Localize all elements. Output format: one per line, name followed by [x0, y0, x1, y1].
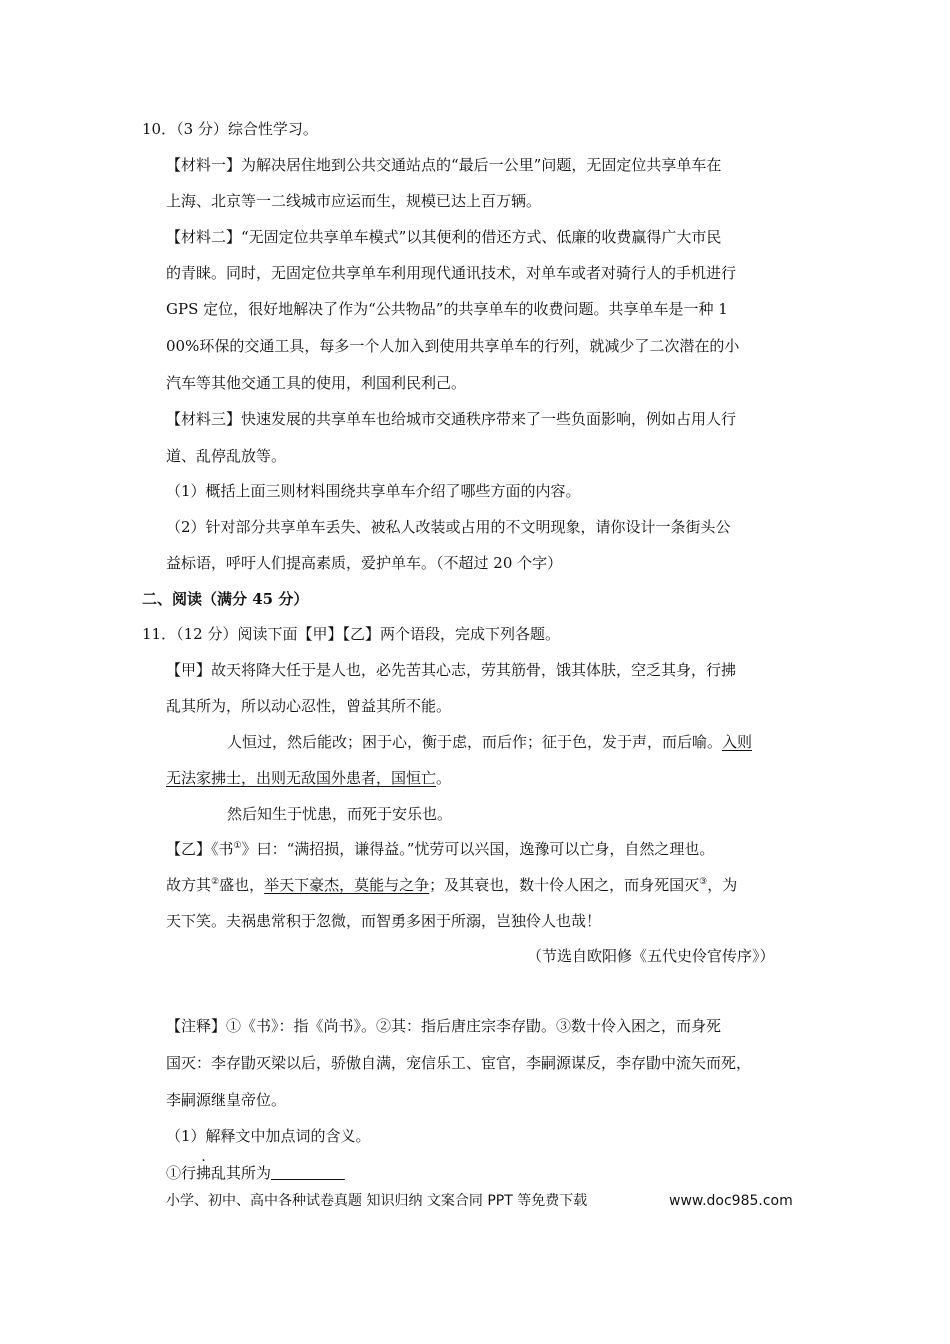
q11-item-1-prefix: ①行: [166, 1164, 197, 1182]
q10-material-1-line-1: 【材料一】为解决居住地到公共交通站点的“最后一公里”问题，无固定位共享单车在: [166, 156, 722, 174]
q11-item-1-suffix: 乱其所为: [211, 1164, 272, 1182]
q11-yi-line-2: [166, 875, 737, 895]
q11-yi-line-1-a: 【乙】《书: [166, 840, 234, 858]
q11-yi-line-2-a: 故方其: [166, 876, 212, 894]
q11-yi-line-3: 天下笑。夫祸患常积于忽微，而智勇多困于所溺，岂独伶人也哉！: [166, 912, 602, 930]
q11-jia-para-2-line-2: [166, 768, 451, 788]
q10-material-2-line-3: GPS 定位，很好地解决了作为“公共物品”的共享单车的收费问题。共享单车是一种 1: [166, 300, 728, 318]
footnote-marker-1: ①: [233, 841, 242, 851]
q11-note-line-1: 【注释】①《书》：指《尚书》。②其：指后唐庄宗李存勖。③数十伶入困之，而身死: [166, 1017, 722, 1035]
q10-subquestion-1: （1）概括上面三则材料围绕共享单车介绍了哪些方面的内容。: [166, 482, 581, 500]
q11-yi-line-2-d: ，为: [707, 876, 738, 894]
section-2-title: 二、阅读（满分 45 分）: [142, 590, 309, 608]
dotted-word: 拂: [196, 1164, 212, 1182]
q11-jia-para-2-line-1: [227, 732, 752, 752]
q11-jia-line-2: 乱其所为，所以动心忍性，曾益其所不能。: [166, 697, 452, 715]
q11-source: （节选自欧阳修《五代史伶官传序》）: [527, 947, 775, 965]
q10-material-1-line-2: 上海、北京等一二线城市应运而生，规模已达上百万辆。: [166, 192, 542, 210]
answer-blank[interactable]: [271, 1165, 345, 1180]
q10-material-2-line-4: 00%环保的交通工具，每多一个人加入到使用共享单车的行列，就减少了二次潜在的小: [166, 337, 740, 355]
q11-jia-para-2-end: 。: [436, 769, 452, 787]
q11-yi-line-2-b: 盛也，: [219, 876, 265, 894]
q10-material-2-line-2: 的青睐。同时，无固定位共享单车利用现代通讯技术，对单车或者对骑行人的手机进行: [166, 264, 737, 282]
q10-heading: 10．（3 分）综合性学习。: [142, 120, 318, 138]
q10-material-3-line-2: 道、乱停乱放等。: [166, 447, 287, 465]
q11-yi-line-2-c: ；及其衰也，数十伶人困之，而身死国灭: [429, 876, 700, 894]
q11-note-line-2: 国灭：李存勖灭梁以后，骄傲自满，宠信乐工、宦官，李嗣源谋反，李存勖中流矢而死，: [166, 1054, 752, 1072]
q11-heading: 11．（12 分）阅读下面【甲】【乙】两个语段，完成下列各题。: [142, 625, 560, 643]
footnote-marker-2: ②: [211, 877, 220, 887]
q11-underlined-sentence-part-1: 入则: [722, 733, 753, 751]
q10-material-2-line-5: 汽车等其他交通工具的使用，利国利民利己。: [166, 374, 467, 392]
footer-website-link[interactable]: www.doc985.com: [669, 1193, 793, 1209]
q11-underlined-sentence-part-2: 无法家拂士，出则无敌国外患者，国恒亡: [166, 769, 437, 787]
q10-material-2-line-1: 【材料二】“无固定位共享单车模式”以其便利的借还方式、低廉的收费赢得广大市民: [166, 228, 722, 246]
footer: [166, 1191, 793, 1211]
q11-jia-line-1: 【甲】故天将降大任于是人也，必先苦其心志，劳其筋骨，饿其体肤，空乏其身，行拂: [166, 661, 737, 679]
q11-item-1: [166, 1163, 345, 1183]
footnote-marker-3: ③: [699, 877, 708, 887]
q11-subquestion-1: （1）解释文中加点词的含义。: [166, 1127, 371, 1145]
q11-yi-underlined-sentence: 举天下豪杰，莫能与之争: [264, 876, 430, 894]
q11-yi-line-1: [166, 839, 714, 859]
q10-subquestion-2-line-2: 益标语，呼吁人们提高素质，爱护单车。（不超过 20 个字）: [166, 554, 563, 572]
q10-subquestion-2-line-1: （2）针对部分共享单车丢失、被私人改装或占用的不文明现象，请你设计一条街头公: [166, 518, 731, 536]
q11-jia-para-2-text: 人恒过，然后能改；困于心，衡于虑，而后作；征于色，发于声，而后喻。: [227, 733, 723, 751]
footer-text: 小学、初中、高中各种试卷真题 知识归纳 文案合同 PPT 等免费下载: [166, 1193, 588, 1209]
q11-note-line-3: 李嗣源继皇帝位。: [166, 1091, 287, 1109]
q10-material-3-line-1: 【材料三】快速发展的共享单车也给城市交通秩序带来了一些负面影响，例如占用人行: [166, 410, 737, 428]
q11-yi-line-1-b: 》曰：“满招损，谦得益。”忧劳可以兴国，逸豫可以亡身，自然之理也。: [241, 840, 715, 858]
q11-jia-para-3: 然后知生于忧患，而死于安乐也。: [227, 805, 453, 823]
